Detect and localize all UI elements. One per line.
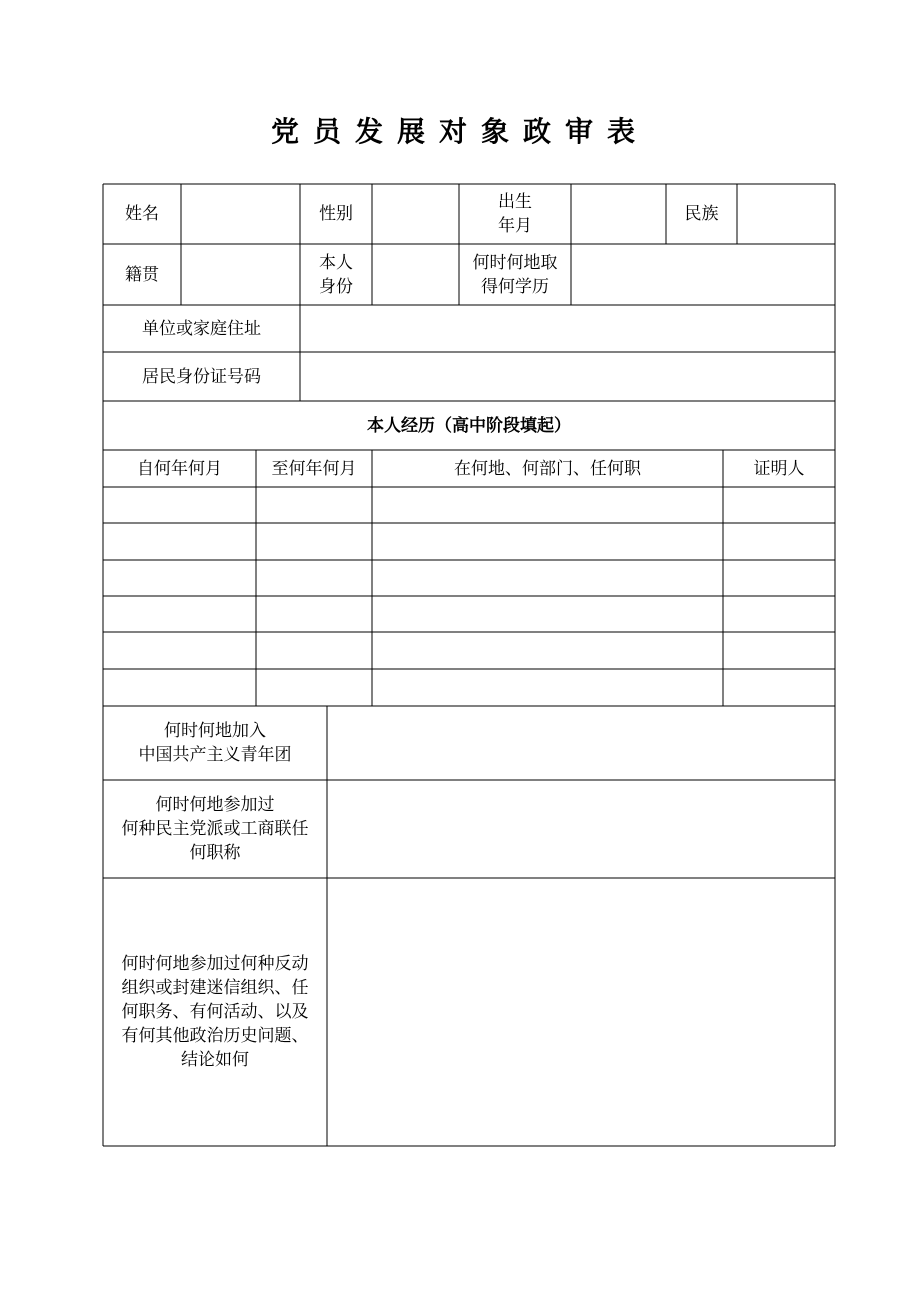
history-row-2-witness[interactable] — [724, 524, 834, 559]
history-row-1-position[interactable] — [373, 488, 722, 522]
history-row-3-from[interactable] — [104, 561, 255, 595]
history-row-6-position[interactable] — [373, 670, 722, 705]
native-place-label: 籍贯 — [125, 264, 159, 285]
democratic-party-label: 何时何地参加过 何种民主党派或工商联任 何职称 — [121, 795, 309, 863]
identity-field[interactable] — [373, 245, 458, 304]
history-row-5-position[interactable] — [373, 633, 722, 668]
history-row-5-witness[interactable] — [724, 633, 834, 668]
id-number-field[interactable] — [301, 353, 834, 400]
address-label: 单位或家庭住址 — [142, 318, 261, 339]
history-col-from: 自何年何月 — [137, 458, 222, 479]
history-row-5-to[interactable] — [257, 633, 371, 668]
birth-date-label: 出生 年月 — [498, 192, 532, 236]
birth-date-field[interactable] — [572, 185, 665, 243]
identity-label: 本人 身份 — [319, 252, 353, 297]
history-row-3-witness[interactable] — [724, 561, 834, 595]
history-row-2-to[interactable] — [257, 524, 371, 559]
name-field[interactable] — [182, 185, 299, 243]
history-row-2-from[interactable] — [104, 524, 255, 559]
history-row-5-from[interactable] — [104, 633, 255, 668]
education-field[interactable] — [572, 245, 834, 304]
gender-label: 性别 — [319, 204, 353, 224]
history-row-6-to[interactable] — [257, 670, 371, 705]
democratic-party-field[interactable] — [328, 781, 834, 877]
history-row-6-witness[interactable] — [724, 670, 834, 705]
youth-league-field[interactable] — [328, 707, 834, 779]
history-row-3-position[interactable] — [373, 561, 722, 595]
history-row-1-from[interactable] — [104, 488, 255, 522]
history-row-1-witness[interactable] — [724, 488, 834, 522]
ethnicity-field[interactable] — [738, 185, 834, 243]
gender-field[interactable] — [373, 185, 458, 243]
history-row-4-to[interactable] — [257, 597, 371, 631]
history-row-4-position[interactable] — [373, 597, 722, 631]
history-row-2-position[interactable] — [373, 524, 722, 559]
history-row-3-to[interactable] — [257, 561, 371, 595]
history-row-4-from[interactable] — [104, 597, 255, 631]
name-label: 姓名 — [125, 204, 159, 224]
native-place-field[interactable] — [182, 245, 299, 304]
history-row-4-witness[interactable] — [724, 597, 834, 631]
reactionary-org-label: 何时何地参加过何种反动 组织或封建迷信组织、任 何职务、有何活动、以及 有何其他政治历史问题、 结论如何 — [121, 954, 309, 1070]
form-title: 党员发展对象政审表 — [270, 115, 649, 148]
ethnicity-label: 民族 — [684, 204, 719, 224]
history-row-6-from[interactable] — [104, 670, 255, 705]
education-label: 何时何地取 得何学历 — [472, 252, 558, 297]
history-col-witness: 证明人 — [753, 458, 805, 479]
reactionary-org-field[interactable] — [328, 879, 834, 1145]
id-number-label: 居民身份证号码 — [142, 366, 261, 387]
history-col-position: 在何地、何部门、任何职 — [454, 458, 641, 479]
history-section-title: 本人经历（高中阶段填起） — [367, 415, 571, 436]
history-col-to: 至何年何月 — [271, 458, 357, 479]
address-field[interactable] — [301, 306, 834, 351]
history-row-1-to[interactable] — [257, 488, 371, 522]
youth-league-label: 何时何地加入 中国共产主义青年团 — [138, 721, 292, 765]
